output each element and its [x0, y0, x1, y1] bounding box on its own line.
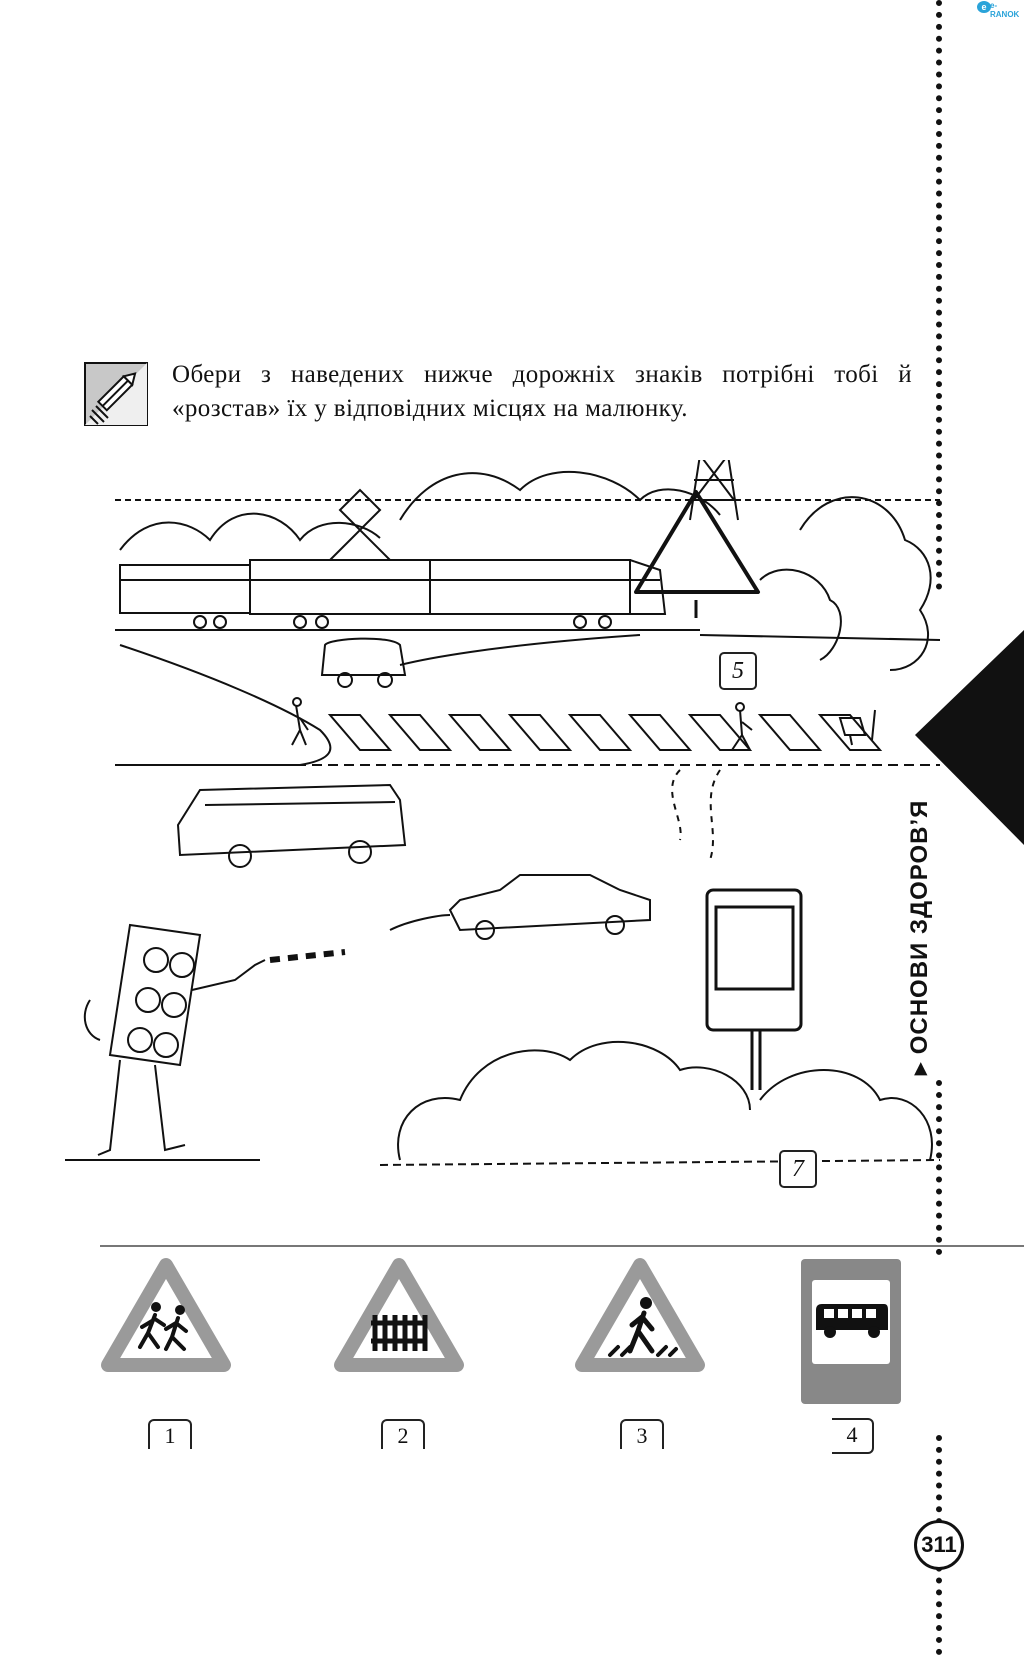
scene-placeholder-number-5: 5	[719, 652, 757, 690]
section-label	[905, 715, 937, 1075]
background-trees	[120, 514, 380, 550]
task-instruction: Обери з наведених нижче дорожніх знаків потрібні тобі й «розстав» їх у відповідних місцях на малюнку.	[172, 361, 912, 422]
section-label-text: ОСНОВИ ЗДОРОВ’Я	[906, 799, 933, 1055]
pedestrian-middle	[732, 710, 752, 750]
publisher-logo-text: e-RANOK	[990, 1, 1020, 19]
sign-number-1: 1	[148, 1419, 192, 1449]
pencil-task-icon	[84, 362, 148, 426]
traffic-light-character	[85, 925, 345, 1155]
empty-triangle-sign-placeholder	[636, 492, 758, 618]
tram	[120, 490, 665, 628]
minibus	[322, 639, 405, 687]
sign-bus-stop[interactable]	[800, 1258, 902, 1408]
car	[450, 875, 650, 939]
background-hills	[400, 472, 720, 520]
sign-pedestrian-crossing[interactable]	[574, 1255, 706, 1397]
bus	[178, 785, 405, 867]
power-pylon	[690, 460, 738, 520]
pedestrian-left	[292, 705, 308, 745]
section-arrow-icon: ▸	[906, 1054, 933, 1075]
sign-number-3: 3	[620, 1419, 664, 1449]
sign-children-crossing[interactable]	[100, 1255, 232, 1397]
divider-line	[100, 1245, 1024, 1247]
sign-number-4: 4	[832, 1418, 874, 1454]
road-scene-illustration	[60, 460, 960, 1235]
bottom-bushes	[398, 1042, 750, 1160]
sign-railway-crossing-barrier[interactable]	[333, 1255, 465, 1397]
empty-rectangle-sign-placeholder	[707, 890, 801, 1090]
zebra-crossing	[330, 715, 880, 750]
page-number: 311	[914, 1520, 964, 1570]
svg-text:e: e	[981, 2, 987, 12]
scene-placeholder-number-7: 7	[779, 1150, 817, 1188]
sign-number-2: 2	[381, 1419, 425, 1449]
